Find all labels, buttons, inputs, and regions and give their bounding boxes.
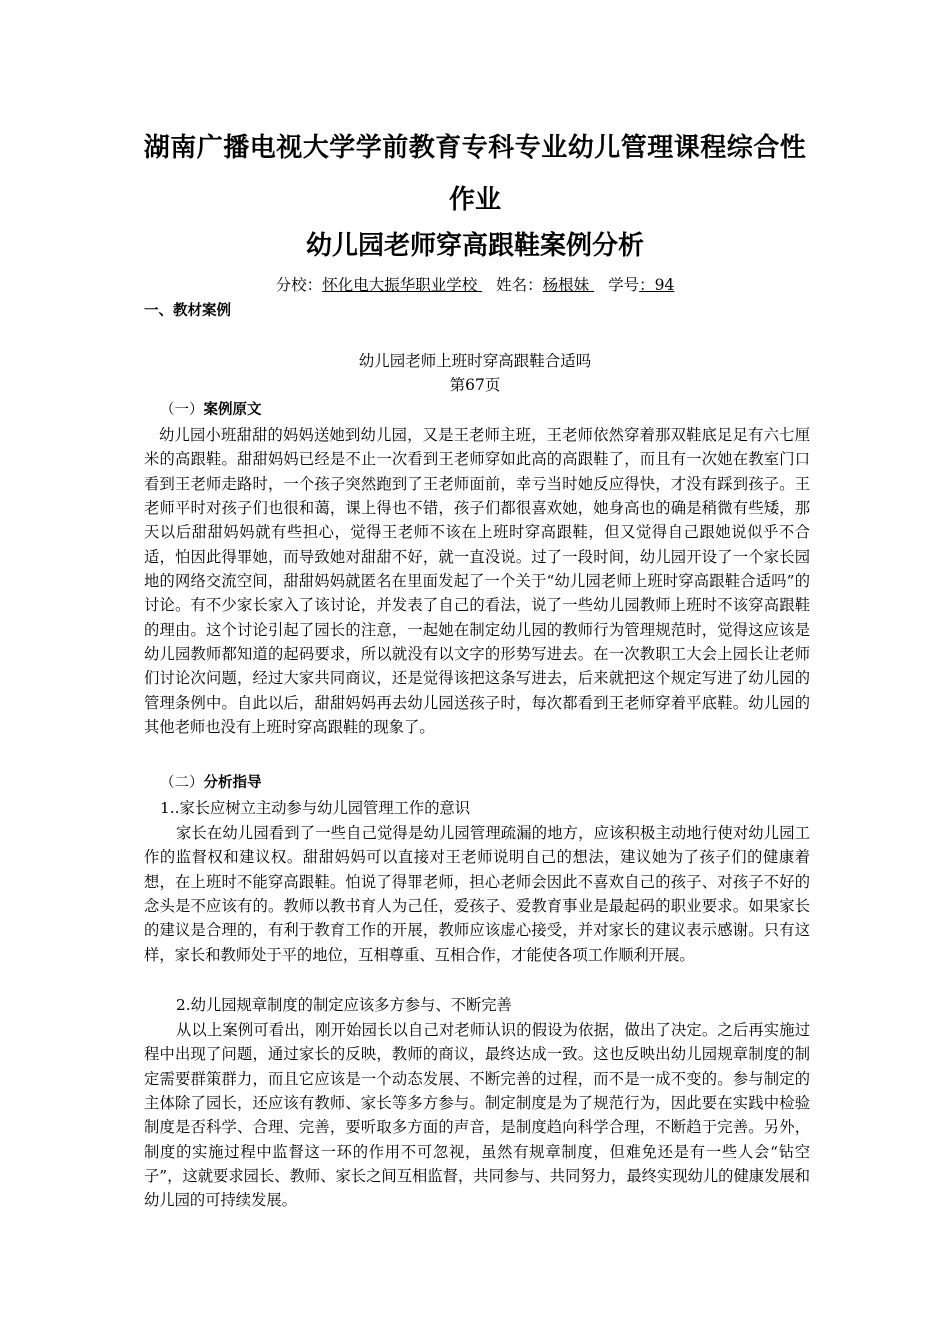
case-title: 幼儿园老师上班时穿高跟鞋合适吗 <box>358 352 592 370</box>
analysis-paragraph-2: 从以上案例可看出，刚开始园长以自己对老师认识的假设为依据，做出了决定。之后再实施过程中出现了问题，通过家长的反映，教师的商议，最终达成一致。这也反映出幼儿园规章制度的制定需要群策群力，而且它应该是一个动态发展、不断完善的过程，而不是一成不变的。参与制定的主体除了园长，还应该有教师、家长等多方参与。制定制度是为了规范行为，因此要在实践中检验制度是否科学、合理、完善，要听取多方面的声音，是制度趋向科学合理，不断趋于完善。另外，制度的实施过程中监督这一环的作用不可忽视，虽然有规章制度，但难免还是有一些人会“钻空子”，这就要求园长、教师、家长之间互相监督，共同参与、共同努力，最终实现幼儿的健康发展和幼儿园的可持续发展。 <box>144 1021 810 1210</box>
analysis-paragraph-1: 家长在幼儿园看到了一些自己觉得是幼儿园管理疏漏的地方，应该积极主动地行使对幼儿园工作的监督权和建议权。甜甜妈妈可以直接对王老师说明自己的想法，建议她为了孩子们的健康着想，在上班时不能穿高跟鞋。怕说了得罪老师，担心老师会因此不喜欢自己的孩子、对孩子不好的念头是不应该有的。教师以教书育人为己任，爱孩子、爱教育事业是最起码的职业要求。如果家长的建议是合理的，有利于教育工作的开展，教师应该虚心接受，并对家长的建议表示感谢。只有这样，家长和教师处于平的地位，互相尊重、互相合作，才能使各项工作顺利开展。 <box>144 824 810 964</box>
case-page-number: 第67页 <box>449 376 501 394</box>
author-info <box>100 274 850 296</box>
branch-label: 分校： <box>275 276 323 294</box>
document-subtitle: 幼儿园老师穿高跟鞋案例分析 <box>305 231 644 261</box>
subheading-label: 分析指导 <box>203 775 262 791</box>
student-id-value: ：94 <box>639 276 675 294</box>
document-title-line-1: 湖南广播电视大学学前教育专科专业幼儿管理课程综合性 <box>143 133 807 163</box>
subheading-label: 案例原文 <box>203 402 262 418</box>
document-title-line-2: 作业 <box>448 185 501 215</box>
subheading-prefix: （二） <box>160 775 204 791</box>
section-heading: 一、教材案例 <box>144 303 231 319</box>
subheading-prefix: （一） <box>160 402 204 418</box>
student-id-label: 学号 <box>608 276 640 294</box>
branch-value: 怀化电大振华职业学校 <box>322 276 483 294</box>
name-label: 姓名： <box>496 276 543 294</box>
subheading-analysis <box>160 772 262 794</box>
analysis-point-2: 2.幼儿园规章制度的制定应该多方参与、不断完善 <box>176 996 512 1014</box>
subheading-case-text <box>160 399 262 421</box>
name-value: 杨根妹 <box>542 276 595 294</box>
analysis-point-1: 1..家长应树立主动参与幼儿园管理工作的意识 <box>160 799 471 817</box>
case-paragraph: 幼儿园小班甜甜的妈妈送她到幼儿园，又是王老师主班，王老师依然穿着那双鞋底足足有六七厘米的高跟鞋。甜甜妈妈已经是不止一次看到王老师穿如此高的高跟鞋了，而且有一次她在教室门口看到王老师走路时，一个孩子突然跑到了王老师面前，幸亏当时她反应得快，才没有踩到孩子。王老师平时对孩子们也很和蔼，课上得也不错，孩子们都很喜欢她，她身高也的确是稍微有些矮，那天以后甜甜妈妈就有些担心，觉得王老师不该在上班时穿高跟鞋，但又觉得自己跟她说似乎不合适，怕因此得罪她，而导致她对甜甜不好，就一直没说。过了一段时间，幼儿园开设了一个家长园地的网络交流空间，甜甜妈妈就匿名在里面发起了一个关于“幼儿园老师上班时穿高跟鞋合适吗”的讨论。有不少家长家入了该讨论，并发表了自己的看法，说了一些幼儿园教师上班时不该穿高跟鞋的理由。这个讨论引起了园长的注意，一起她在制定幼儿园的教师行为管理规范时，觉得这应该是幼儿园教师都知道的起码要求，所以就没有以文字的形势写进去。在一次教职工大会上园长让老师们讨论次问题，经过大家共同商议，还是觉得该把这条写进去，后来就把这个规定写进了幼儿园的管理条例中。自此以后，甜甜妈妈再去幼儿园送孩子时，每次都看到王老师穿着平底鞋。幼儿园的其他老师也没有上班时穿高跟鞋的现象了。 <box>144 426 810 737</box>
